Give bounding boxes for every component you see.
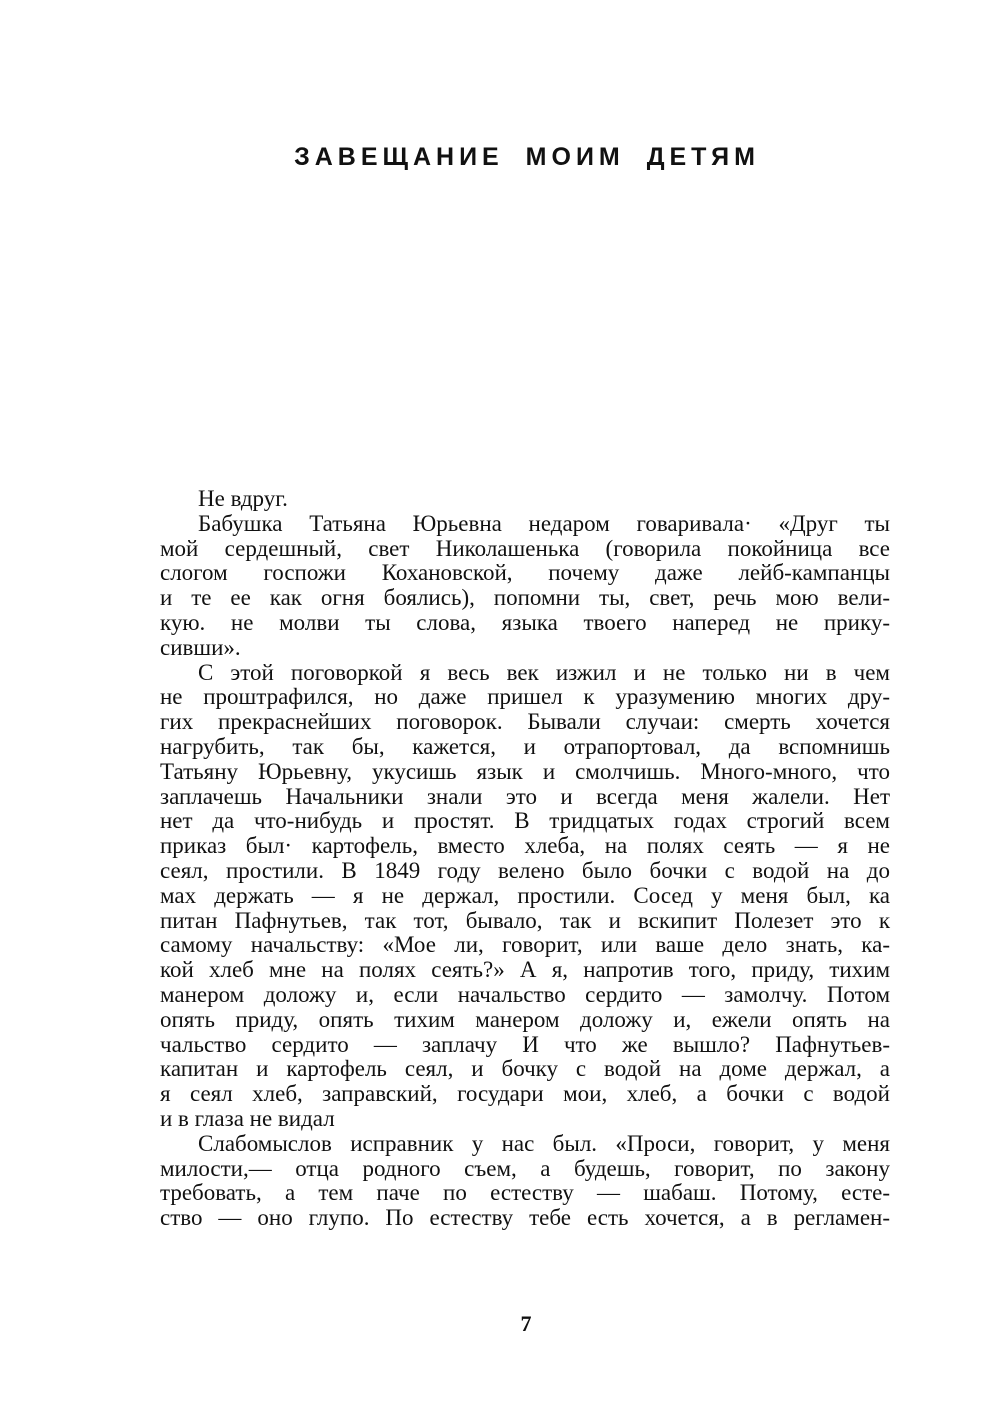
text-line: и те ее как огня боялись), попомни ты, свет, речь мою вели- [160, 585, 890, 611]
text-line: нет да что-нибудь и простят. В тридцатых годах строгий всем [160, 808, 890, 834]
text-line: требовать, а тем паче по естеству — шабаш. Потому, есте- [160, 1180, 890, 1206]
text-line: Не вдруг. [198, 486, 288, 511]
text-line: Бабушка Татьяна Юрьевна недаром говаривала· «Друг ты [198, 510, 890, 536]
text-line: я сеял хлеб, заправский, государи мои, хлеб, а бочки с водой [160, 1081, 890, 1107]
text-line: капитан и картофель сеял, и бочку с водой на доме держал, а [160, 1056, 890, 1082]
text-line: сивши». [160, 634, 241, 660]
text-line: мой сердешный, свет Николашенька (говорила покойница все [160, 535, 890, 561]
text-line: кую. не молви ты слова, языка твоего наперед не прику- [160, 609, 890, 635]
text-line: кой хлеб мне на полях сеять?» А я, напротив того, приду, тихим [160, 957, 890, 983]
chapter-title: ЗАВЕЩАНИЕ МОИМ ДЕТЯМ [294, 143, 760, 171]
body-text [160, 487, 890, 1231]
text-line: манером доложу и, если начальство сердито — замолчу. Потом [160, 981, 890, 1007]
text-line: сеял, простили. В 1849 году велено было бочки с водой на до [160, 857, 890, 883]
text-line: милости,— отца родного съем, а будешь, говорит, по закону [160, 1155, 890, 1181]
text-line: нагрубить, так бы, кажется, и отрапортовал, да вспомнишь [160, 733, 890, 759]
text-line: чальство сердито — заплачу И что же вышло? Пафнутьев- [160, 1031, 890, 1057]
text-line: заплачешь Начальники знали это и всегда меня жалели. Нет [160, 783, 890, 809]
text-line: Слабомыслов исправник у нас был. «Проси, говорит, у меня [198, 1130, 890, 1156]
text-line: самому начальству: «Мое ли, говорит, или ваше дело знать, ка- [160, 932, 890, 958]
text-line: гих прекраснейших поговорок. Бывали случаи: смерть хочется [160, 709, 890, 735]
text-line: слогом госпожи Кохановской, почему даже лейб-кампанцы [160, 560, 890, 586]
text-line: опять приду, опять тихим манером доложу и, ежели опять на [160, 1006, 890, 1032]
text-line: приказ был· картофель, вместо хлеба, на полях сеять — я не [160, 833, 890, 859]
text-line: ство — оно глупо. По естеству тебе есть хочется, а в регламен- [160, 1205, 890, 1231]
text-line: и в глаза не видал [160, 1105, 335, 1131]
text-line: С этой поговоркой я весь век изжил и не только ни в чем [198, 659, 890, 685]
page-number: 7 [520, 1311, 532, 1336]
text-line: питан Пафнутьев, так тот, бывало, так и вскипит Полезет это к [160, 907, 890, 933]
text-line: мах держать — я не держал, простили. Сосед у меня был, ка [160, 882, 890, 908]
text-line: не проштрафился, но даже пришел к уразумению многих дру- [160, 684, 890, 710]
text-line: Татьяну Юрьевну, укусишь язык и смолчишь. Много-много, что [160, 758, 890, 784]
